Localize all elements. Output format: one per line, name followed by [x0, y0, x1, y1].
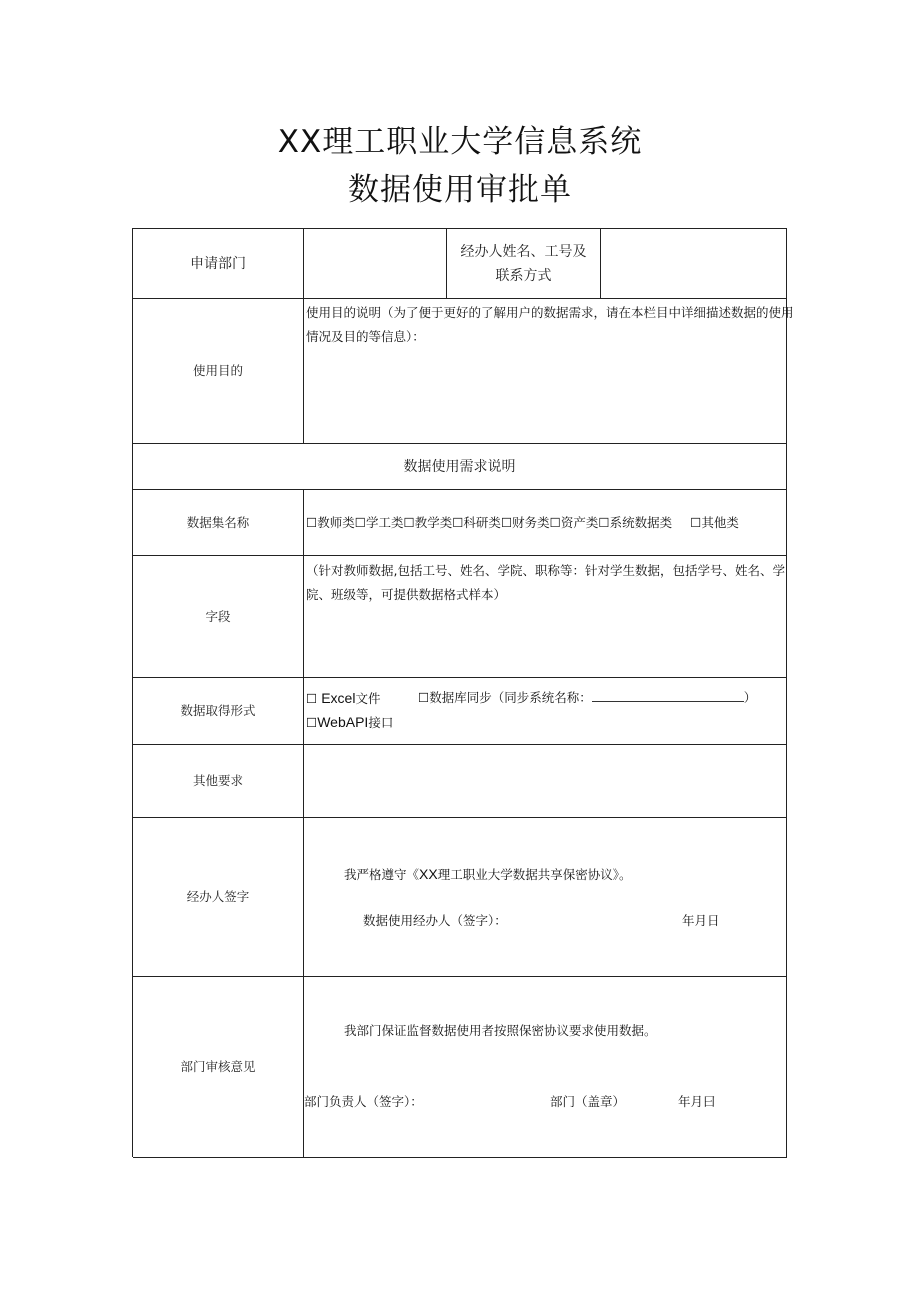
handler-info-field[interactable] — [601, 229, 787, 299]
checkbox-icon: ☐ — [354, 514, 366, 530]
acquisition-options — [304, 678, 787, 745]
dataset-option-other[interactable] — [690, 515, 739, 530]
handler-sign-date[interactable]: 年月日 — [682, 913, 720, 928]
checkbox-icon: ☐ — [452, 514, 464, 530]
checkbox-icon: ☐ — [690, 514, 702, 530]
confidentiality-pledge — [344, 862, 631, 887]
dataset-option-teaching[interactable] — [403, 515, 452, 530]
dept-review-label — [133, 977, 304, 1158]
dataset-option-teacher-label: 教师类 — [317, 514, 355, 530]
acquisition-option-excel[interactable] — [306, 686, 380, 711]
handler-signature-label — [133, 818, 304, 977]
checkbox-icon: ☐ — [418, 690, 430, 705]
dataset-option-teaching-label: 教学类 — [414, 514, 453, 530]
acquisition-option-db-sync[interactable] — [418, 686, 756, 710]
fields-hint-line2: 院、班级等，可提供数据格式样本） — [306, 587, 507, 602]
acquisition-option-webapi-label: WebAPI — [317, 714, 369, 730]
checkbox-icon: ☐ — [549, 514, 561, 530]
dataset-option-student-affairs[interactable] — [355, 515, 404, 530]
handler-info-label — [447, 229, 601, 299]
acquisition-option-excel-suffix: 文件 — [355, 691, 381, 706]
acquisition-option-webapi[interactable] — [306, 710, 393, 735]
dept-review-label-text: 部门审核意见 — [180, 1059, 256, 1074]
dataset-option-finance-label: 财务类 — [512, 514, 550, 530]
dataset-option-research-label: 科研类 — [463, 514, 501, 530]
requirements-section-heading — [133, 444, 787, 490]
handler-info-label-line1: 经办人姓名、工号及 — [460, 243, 587, 260]
purpose-hint-line1: 使用目的说明（为了便于更好的了解用户的数据需求，请在本栏目中详细描述数据的使用 — [306, 305, 794, 320]
dept-review-statement: 我部门保证监督数据使用者按照保密协议要求使用数据。 — [344, 1023, 657, 1038]
dataset-option-system-data[interactable] — [598, 515, 672, 530]
checkbox-icon: ☐ — [306, 691, 318, 706]
fields-label-text: 字段 — [205, 608, 231, 624]
other-requirements-label-text: 其他要求 — [192, 773, 243, 788]
other-requirements-label — [133, 745, 304, 818]
dataset-option-student-affairs-label: 学工类 — [365, 514, 404, 530]
checkbox-icon: ☐ — [598, 514, 610, 530]
dept-review-field — [304, 977, 787, 1158]
checkbox-icon: ☐ — [403, 514, 415, 530]
acquisition-option-db-sync-label: 数据库同步（同步系统名称： — [429, 690, 592, 705]
checkbox-icon: ☐ — [306, 514, 318, 530]
fields-hint-line1: （针对教师数据,包括工号、姓名、学院、职称等：针对学生数据，包括学号、姓名、学 — [306, 563, 785, 578]
fields-label — [133, 556, 304, 678]
checkbox-icon: ☐ — [500, 514, 513, 530]
acquisition-label — [133, 678, 304, 745]
form-title-line2: 数据使用审批单 — [348, 172, 572, 208]
purpose-label-text: 使用目的 — [192, 363, 243, 378]
form-title-line1: XX理工职业大学信息系统 — [277, 124, 643, 160]
applicant-dept-label — [133, 229, 304, 299]
purpose-label — [133, 299, 304, 444]
dataset-option-assets-label: 资产类 — [560, 514, 599, 530]
dataset-options — [304, 490, 787, 556]
fields-field[interactable] — [304, 556, 787, 678]
sync-system-name-input[interactable] — [592, 689, 744, 702]
applicant-dept-field[interactable] — [304, 229, 447, 299]
acquisition-option-db-sync-close: ） — [743, 690, 757, 705]
other-requirements-field[interactable] — [304, 745, 787, 818]
dept-review-date[interactable]: 年月曰 — [678, 1094, 716, 1109]
handler-signer-label[interactable]: 数据使用经办人（签字）： — [363, 913, 507, 928]
handler-info-label-line2: 联系方式 — [495, 267, 552, 284]
pledge-prefix: 我严格遵守《 — [344, 867, 420, 882]
handler-signature-field — [304, 818, 787, 977]
dataset-name-label — [133, 490, 304, 556]
dataset-option-assets[interactable] — [550, 515, 599, 530]
dataset-option-research[interactable] — [452, 515, 501, 530]
requirements-section-heading-text: 数据使用需求说明 — [403, 458, 516, 475]
purpose-hint-line2: 情况及目的等信息）： — [306, 329, 425, 344]
checkbox-icon: ☐ — [306, 715, 318, 730]
pledge-suffix: 理工职业大学数据共享保密协议》。 — [437, 867, 632, 882]
approval-form — [132, 228, 794, 1157]
acquisition-label-text: 数据取得形式 — [180, 703, 256, 718]
dataset-name-label-text: 数据集名称 — [186, 514, 250, 530]
dept-stamp[interactable]: 部门（盖章） — [550, 1094, 626, 1109]
acquisition-option-excel-label: Excel — [321, 690, 356, 706]
dataset-option-finance[interactable] — [501, 515, 550, 530]
pledge-xx: XX — [419, 866, 438, 882]
dataset-option-other-label: 其他类 — [701, 514, 739, 530]
handler-signature-label-text: 经办人签字 — [186, 889, 250, 904]
dataset-option-system-data-label: 系统数据类 — [609, 514, 673, 530]
dept-head-signature[interactable]: 部门负责人（签字）： — [304, 1094, 423, 1109]
dataset-option-teacher[interactable] — [306, 515, 355, 530]
purpose-field[interactable] — [304, 299, 794, 444]
applicant-dept-label-text: 申请部门 — [190, 255, 246, 272]
acquisition-option-webapi-suffix: 接口 — [368, 715, 394, 730]
